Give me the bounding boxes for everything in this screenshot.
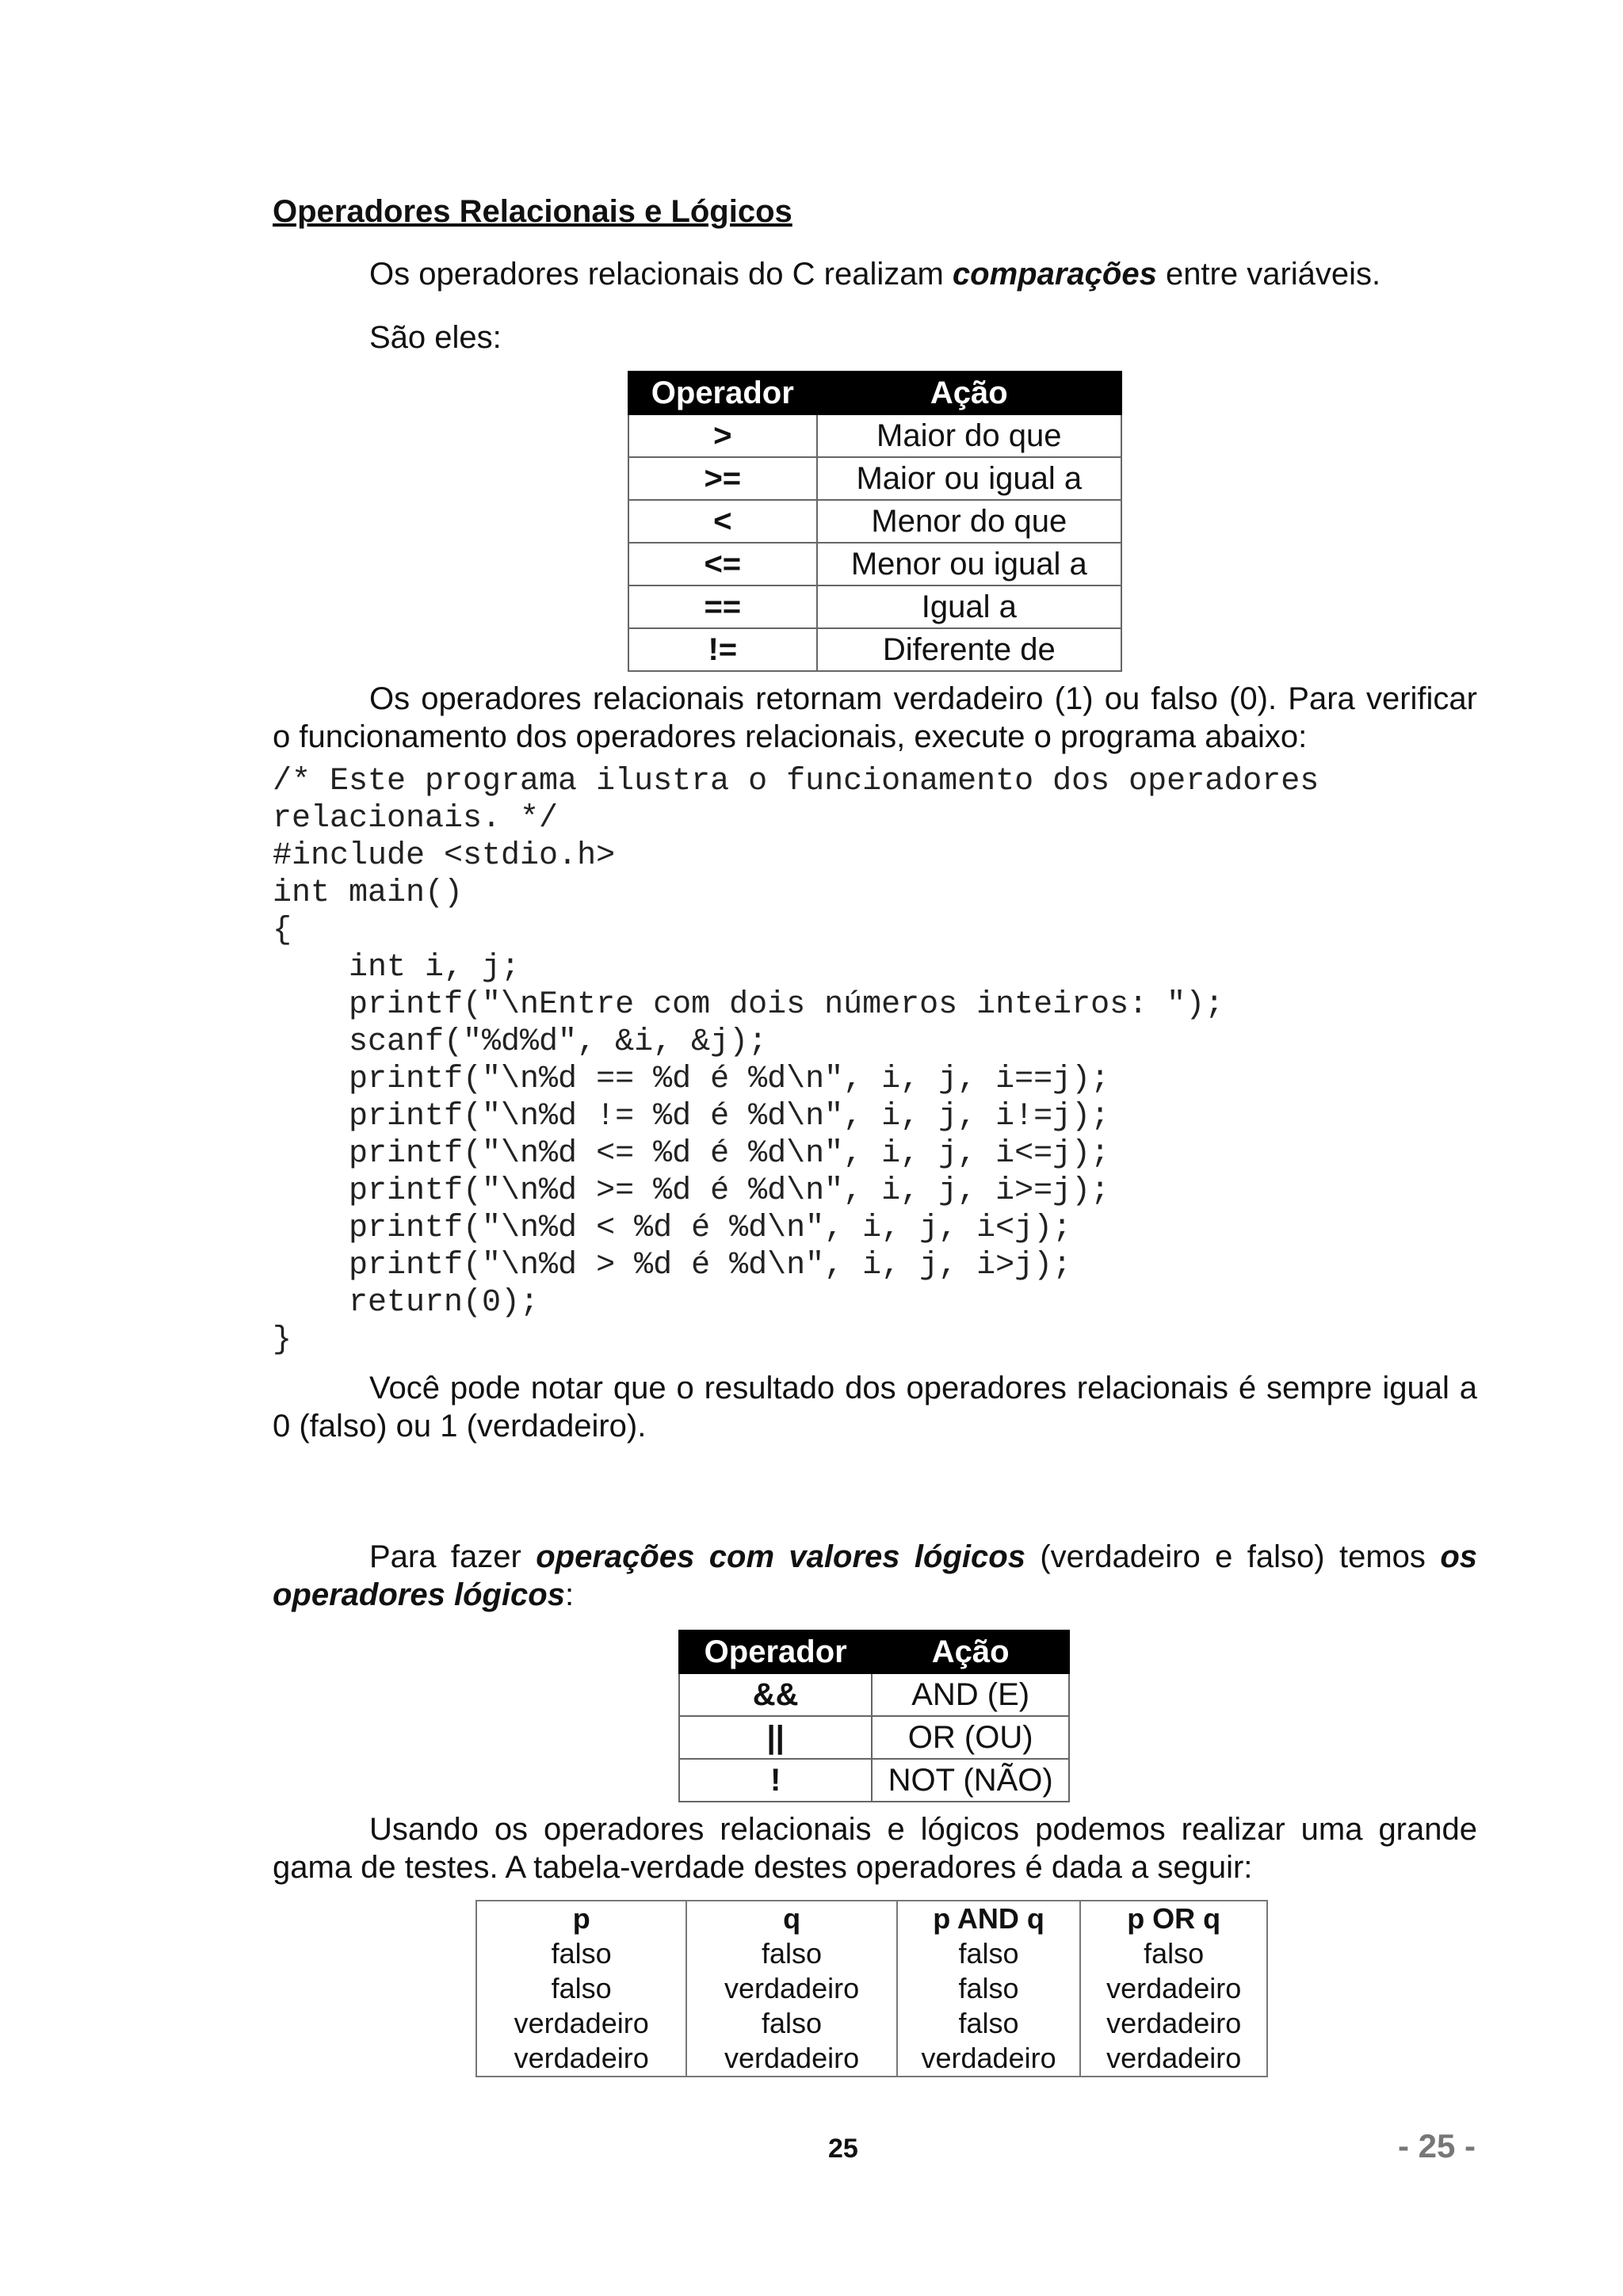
truth-cell: verdadeiro <box>921 2042 1056 2074</box>
code-line: printf("\n%d != %d é %d\n", i, j, i!=j); <box>273 1099 1110 1135</box>
result-paragraph: Você pode notar que o resultado dos operadores relacionais é sempre igual a 0 (falso) ou 1 (verdadeiro). <box>273 1371 1477 1444</box>
truth-cell: verdadeiro <box>724 1972 860 2004</box>
code-line: printf("\n%d > %d é %d\n", i, j, i>j); <box>273 1248 1072 1283</box>
code-block <box>273 763 1319 1359</box>
section-title: Operadores Relacionais e Lógicos <box>273 194 792 229</box>
code-line: return(0); <box>273 1285 540 1321</box>
operator-cell: > <box>628 414 817 457</box>
intro-emphasis: comparações <box>952 257 1157 292</box>
operator-cell: < <box>628 500 817 543</box>
truth-column-or <box>1080 1901 1267 2077</box>
table-header-row <box>628 372 1121 414</box>
logic-intro-text: Para fazer <box>369 1539 537 1574</box>
sao-eles-paragraph: São eles: <box>369 320 502 355</box>
code-line: int i, j; <box>273 950 521 986</box>
header-operador: Operador <box>628 372 817 414</box>
code-line: printf("\n%d == %d é %d\n", i, j, i==j); <box>273 1062 1110 1097</box>
code-line: printf("\n%d >= %d é %d\n", i, j, i>=j); <box>273 1173 1110 1209</box>
action-cell: Maior ou igual a <box>817 457 1121 500</box>
truth-intro-paragraph: Usando os operadores relacionais e lógicos podemos realizar uma grande gama de testes. A tabela-verdade destes operadores é dada a seguir: <box>273 1812 1477 1885</box>
action-cell: Igual a <box>817 585 1121 628</box>
truth-cell: falso <box>958 1972 1019 2004</box>
table-row <box>679 1759 1069 1802</box>
table-row <box>679 1716 1069 1759</box>
truth-header: p AND q <box>933 1902 1044 1935</box>
operator-cell: >= <box>628 457 817 500</box>
truth-cell: verdadeiro <box>724 2042 860 2074</box>
operator-cell: && <box>679 1673 872 1716</box>
table-row <box>628 628 1121 671</box>
truth-cell: falso <box>1144 1937 1205 1970</box>
truth-column-q <box>686 1901 896 2077</box>
table-row <box>628 457 1121 500</box>
action-cell: Menor ou igual a <box>817 543 1121 585</box>
truth-table-body <box>476 1901 1267 2077</box>
code-line: { <box>273 913 292 948</box>
logical-operators-table <box>678 1630 1070 1802</box>
truth-cell: falso <box>551 1937 612 1970</box>
table-row <box>628 500 1121 543</box>
relational-return-paragraph: Os operadores relacionais retornam verdadeiro (1) ou falso (0). Para verificar o funcionamento dos operadores relacionais, execute o programa abaixo: <box>273 681 1477 754</box>
truth-header: p <box>572 1902 590 1935</box>
code-line: scanf("%d%d", &i, &j); <box>273 1024 768 1060</box>
action-cell: Menor do que <box>817 500 1121 543</box>
operator-cell: == <box>628 585 817 628</box>
logic-intro-emphasis: os operadores lógicos <box>273 1539 1477 1612</box>
operator-cell: != <box>628 628 817 671</box>
truth-cell: falso <box>958 2007 1019 2039</box>
footer-page-number: 25 <box>828 2134 858 2164</box>
table-row <box>628 585 1121 628</box>
code-line: } <box>273 1322 292 1358</box>
truth-cell: falso <box>551 1972 612 2004</box>
logic-intro-text: (verdadeiro e falso) temos <box>1025 1539 1441 1574</box>
header-acao: Ação <box>817 372 1121 414</box>
truth-table <box>475 1900 1268 2077</box>
code-line: relacionais. */ <box>273 801 559 837</box>
truth-cell: verdadeiro <box>514 2007 649 2039</box>
truth-column-and <box>897 1901 1081 2077</box>
code-line: printf("\n%d < %d é %d\n", i, j, i<j); <box>273 1211 1072 1246</box>
operator-cell: ! <box>679 1759 872 1802</box>
truth-cell: verdadeiro <box>1106 2042 1242 2074</box>
intro-paragraph <box>273 255 1477 293</box>
operator-cell: <= <box>628 543 817 585</box>
logic-intro-paragraph <box>273 1538 1477 1614</box>
action-cell: OR (OU) <box>872 1716 1069 1759</box>
header-acao: Ação <box>872 1630 1069 1673</box>
code-line: int main() <box>273 875 464 911</box>
table-header-row <box>679 1630 1069 1673</box>
logic-intro-emphasis: operações com valores lógicos <box>536 1539 1025 1574</box>
table-row <box>628 414 1121 457</box>
footer-page-label: - 25 - <box>1398 2127 1476 2164</box>
code-line: printf("\nEntre com dois números inteiros: "); <box>273 987 1224 1023</box>
code-line: #include <stdio.h> <box>273 838 616 874</box>
logic-intro-text: : <box>564 1577 575 1612</box>
truth-cell: falso <box>958 1937 1019 1970</box>
truth-column-p <box>476 1901 686 2077</box>
truth-cell: verdadeiro <box>1106 2007 1242 2039</box>
truth-header: q <box>783 1902 801 1935</box>
action-cell: AND (E) <box>872 1673 1069 1716</box>
action-cell: NOT (NÃO) <box>872 1759 1069 1802</box>
relational-operators-table <box>628 371 1122 672</box>
action-cell: Maior do que <box>817 414 1121 457</box>
truth-cell: falso <box>762 1937 823 1970</box>
operator-cell: || <box>679 1716 872 1759</box>
header-operador: Operador <box>679 1630 872 1673</box>
truth-cell: falso <box>762 2007 823 2039</box>
truth-cell: verdadeiro <box>1106 1972 1242 2004</box>
intro-text: Os operadores relacionais do C realizam <box>369 257 953 292</box>
action-cell: Diferente de <box>817 628 1121 671</box>
truth-cell: verdadeiro <box>514 2042 649 2074</box>
truth-header: p OR q <box>1127 1902 1221 1935</box>
table-row <box>679 1673 1069 1716</box>
code-line: /* Este programa ilustra o funcionamento dos operadores <box>273 764 1319 799</box>
code-line: printf("\n%d <= %d é %d\n", i, j, i<=j); <box>273 1136 1110 1172</box>
table-row <box>628 543 1121 585</box>
intro-text-end: entre variáveis. <box>1156 257 1381 292</box>
